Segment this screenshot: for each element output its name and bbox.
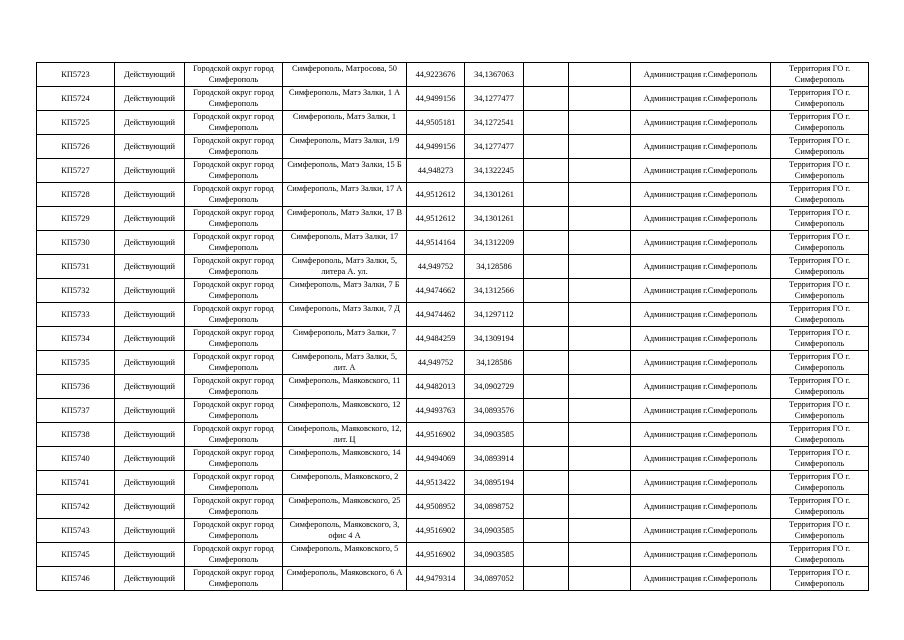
owner-cell: Администрация г.Симферополь — [631, 231, 771, 255]
district-cell: Городской округ город Симферополь — [185, 279, 283, 303]
longitude-cell: 34,1312566 — [465, 279, 524, 303]
status-cell: Действующий — [115, 471, 185, 495]
id-cell: КП5737 — [37, 399, 115, 423]
address-cell: Симферополь, Маяковского, 12 — [283, 399, 407, 423]
empty-cell-b — [569, 471, 631, 495]
empty-cell-a — [524, 567, 569, 591]
latitude-cell: 44,9514164 — [407, 231, 465, 255]
territory-cell: Территория ГО г. Симферополь — [771, 63, 869, 87]
status-cell: Действующий — [115, 231, 185, 255]
owner-cell: Администрация г.Симферополь — [631, 255, 771, 279]
latitude-cell: 44,9479314 — [407, 567, 465, 591]
address-cell: Симферополь, Маяковского, 25 — [283, 495, 407, 519]
latitude-cell: 44,9513422 — [407, 471, 465, 495]
empty-cell-a — [524, 255, 569, 279]
id-cell: КП5736 — [37, 375, 115, 399]
longitude-cell: 34,0903585 — [465, 543, 524, 567]
longitude-cell: 34,128586 — [465, 351, 524, 375]
owner-cell: Администрация г.Симферополь — [631, 63, 771, 87]
status-cell: Действующий — [115, 327, 185, 351]
district-cell: Городской округ город Симферополь — [185, 351, 283, 375]
owner-cell: Администрация г.Симферополь — [631, 207, 771, 231]
empty-cell-b — [569, 111, 631, 135]
id-cell: КП5726 — [37, 135, 115, 159]
address-cell: Симферополь, Матэ Залки, 1 — [283, 111, 407, 135]
registry-table — [36, 62, 869, 591]
latitude-cell: 44,9512612 — [407, 207, 465, 231]
table-row — [37, 303, 869, 327]
district-cell: Городской округ город Симферополь — [185, 183, 283, 207]
address-cell: Симферополь, Матэ Залки, 1 А — [283, 87, 407, 111]
status-cell: Действующий — [115, 567, 185, 591]
latitude-cell: 44,9474662 — [407, 279, 465, 303]
table-row — [37, 279, 869, 303]
territory-cell: Территория ГО г. Симферополь — [771, 471, 869, 495]
empty-cell-a — [524, 495, 569, 519]
longitude-cell: 34,0898752 — [465, 495, 524, 519]
empty-cell-b — [569, 327, 631, 351]
status-cell: Действующий — [115, 207, 185, 231]
id-cell: КП5746 — [37, 567, 115, 591]
id-cell: КП5727 — [37, 159, 115, 183]
id-cell: КП5731 — [37, 255, 115, 279]
address-cell: Симферополь, Матэ Залки, 17 В — [283, 207, 407, 231]
empty-cell-a — [524, 87, 569, 111]
id-cell: КП5741 — [37, 471, 115, 495]
table-row — [37, 135, 869, 159]
status-cell: Действующий — [115, 543, 185, 567]
id-cell: КП5729 — [37, 207, 115, 231]
table-row — [37, 351, 869, 375]
territory-cell: Территория ГО г. Симферополь — [771, 399, 869, 423]
table-row — [37, 543, 869, 567]
longitude-cell: 34,1322245 — [465, 159, 524, 183]
table-row — [37, 207, 869, 231]
id-cell: КП5732 — [37, 279, 115, 303]
empty-cell-b — [569, 519, 631, 543]
address-cell: Симферополь, Маяковского, 3, офис 4 А — [283, 519, 407, 543]
longitude-cell: 34,0903585 — [465, 519, 524, 543]
longitude-cell: 34,1312209 — [465, 231, 524, 255]
longitude-cell: 34,128586 — [465, 255, 524, 279]
empty-cell-a — [524, 279, 569, 303]
status-cell: Действующий — [115, 375, 185, 399]
empty-cell-b — [569, 567, 631, 591]
territory-cell: Территория ГО г. Симферополь — [771, 423, 869, 447]
address-cell: Симферополь, Маяковского, 2 — [283, 471, 407, 495]
status-cell: Действующий — [115, 135, 185, 159]
latitude-cell: 44,9508952 — [407, 495, 465, 519]
district-cell: Городской округ город Симферополь — [185, 447, 283, 471]
district-cell: Городской округ город Симферополь — [185, 255, 283, 279]
owner-cell: Администрация г.Симферополь — [631, 183, 771, 207]
empty-cell-b — [569, 183, 631, 207]
empty-cell-b — [569, 87, 631, 111]
owner-cell: Администрация г.Симферополь — [631, 159, 771, 183]
longitude-cell: 34,1367063 — [465, 63, 524, 87]
empty-cell-b — [569, 303, 631, 327]
district-cell: Городской округ город Симферополь — [185, 327, 283, 351]
latitude-cell: 44,948273 — [407, 159, 465, 183]
status-cell: Действующий — [115, 279, 185, 303]
owner-cell: Администрация г.Симферополь — [631, 279, 771, 303]
status-cell: Действующий — [115, 303, 185, 327]
owner-cell: Администрация г.Симферополь — [631, 87, 771, 111]
longitude-cell: 34,0895194 — [465, 471, 524, 495]
district-cell: Городской округ город Симферополь — [185, 159, 283, 183]
territory-cell: Территория ГО г. Симферополь — [771, 183, 869, 207]
district-cell: Городской округ город Симферополь — [185, 111, 283, 135]
empty-cell-a — [524, 351, 569, 375]
address-cell: Симферополь, Матэ Залки, 15 Б — [283, 159, 407, 183]
table-row — [37, 231, 869, 255]
registry-table-body — [37, 63, 869, 591]
address-cell: Симферополь, Маяковского, 5 — [283, 543, 407, 567]
address-cell: Симферополь, Матэ Залки, 17 — [283, 231, 407, 255]
status-cell: Действующий — [115, 351, 185, 375]
table-row — [37, 471, 869, 495]
territory-cell: Территория ГО г. Симферополь — [771, 231, 869, 255]
owner-cell: Администрация г.Симферополь — [631, 519, 771, 543]
empty-cell-b — [569, 543, 631, 567]
territory-cell: Территория ГО г. Симферополь — [771, 495, 869, 519]
status-cell: Действующий — [115, 399, 185, 423]
territory-cell: Территория ГО г. Симферополь — [771, 327, 869, 351]
empty-cell-b — [569, 63, 631, 87]
longitude-cell: 34,1301261 — [465, 207, 524, 231]
address-cell: Симферополь, Матэ Залки, 1/9 — [283, 135, 407, 159]
longitude-cell: 34,0897052 — [465, 567, 524, 591]
territory-cell: Территория ГО г. Симферополь — [771, 135, 869, 159]
longitude-cell: 34,1277477 — [465, 135, 524, 159]
latitude-cell: 44,9516902 — [407, 519, 465, 543]
empty-cell-b — [569, 135, 631, 159]
district-cell: Городской округ город Симферополь — [185, 375, 283, 399]
status-cell: Действующий — [115, 111, 185, 135]
latitude-cell: 44,9223676 — [407, 63, 465, 87]
address-cell: Симферополь, Матэ Залки, 17 А — [283, 183, 407, 207]
table-row — [37, 519, 869, 543]
owner-cell: Администрация г.Симферополь — [631, 375, 771, 399]
territory-cell: Территория ГО г. Симферополь — [771, 519, 869, 543]
empty-cell-a — [524, 231, 569, 255]
empty-cell-a — [524, 159, 569, 183]
empty-cell-b — [569, 375, 631, 399]
territory-cell: Территория ГО г. Симферополь — [771, 375, 869, 399]
id-cell: КП5738 — [37, 423, 115, 447]
latitude-cell: 44,9512612 — [407, 183, 465, 207]
empty-cell-b — [569, 255, 631, 279]
district-cell: Городской округ город Симферополь — [185, 519, 283, 543]
empty-cell-a — [524, 135, 569, 159]
territory-cell: Территория ГО г. Симферополь — [771, 111, 869, 135]
empty-cell-a — [524, 63, 569, 87]
id-cell: КП5745 — [37, 543, 115, 567]
empty-cell-b — [569, 399, 631, 423]
territory-cell: Территория ГО г. Симферополь — [771, 543, 869, 567]
territory-cell: Территория ГО г. Симферополь — [771, 159, 869, 183]
empty-cell-b — [569, 159, 631, 183]
territory-cell: Территория ГО г. Симферополь — [771, 207, 869, 231]
owner-cell: Администрация г.Симферополь — [631, 111, 771, 135]
latitude-cell: 44,9494069 — [407, 447, 465, 471]
empty-cell-b — [569, 495, 631, 519]
empty-cell-b — [569, 231, 631, 255]
empty-cell-a — [524, 183, 569, 207]
longitude-cell: 34,1301261 — [465, 183, 524, 207]
owner-cell: Администрация г.Симферополь — [631, 471, 771, 495]
status-cell: Действующий — [115, 423, 185, 447]
longitude-cell: 34,0902729 — [465, 375, 524, 399]
address-cell: Симферополь, Матросова, 50 — [283, 63, 407, 87]
latitude-cell: 44,9482013 — [407, 375, 465, 399]
territory-cell: Территория ГО г. Симферополь — [771, 351, 869, 375]
longitude-cell: 34,0893576 — [465, 399, 524, 423]
status-cell: Действующий — [115, 447, 185, 471]
empty-cell-a — [524, 207, 569, 231]
table-row — [37, 183, 869, 207]
owner-cell: Администрация г.Симферополь — [631, 399, 771, 423]
longitude-cell: 34,1309194 — [465, 327, 524, 351]
territory-cell: Территория ГО г. Симферополь — [771, 279, 869, 303]
latitude-cell: 44,9516902 — [407, 423, 465, 447]
id-cell: КП5734 — [37, 327, 115, 351]
id-cell: КП5743 — [37, 519, 115, 543]
id-cell: КП5724 — [37, 87, 115, 111]
latitude-cell: 44,9499156 — [407, 135, 465, 159]
longitude-cell: 34,1277477 — [465, 87, 524, 111]
owner-cell: Администрация г.Симферополь — [631, 351, 771, 375]
latitude-cell: 44,9484259 — [407, 327, 465, 351]
territory-cell: Территория ГО г. Симферополь — [771, 567, 869, 591]
address-cell: Симферополь, Маяковского, 6 А — [283, 567, 407, 591]
district-cell: Городской округ город Симферополь — [185, 63, 283, 87]
owner-cell: Администрация г.Симферополь — [631, 495, 771, 519]
id-cell: КП5723 — [37, 63, 115, 87]
empty-cell-a — [524, 519, 569, 543]
table-row — [37, 255, 869, 279]
district-cell: Городской округ город Симферополь — [185, 543, 283, 567]
table-row — [37, 567, 869, 591]
owner-cell: Администрация г.Симферополь — [631, 567, 771, 591]
district-cell: Городской округ город Симферополь — [185, 207, 283, 231]
table-row — [37, 63, 869, 87]
status-cell: Действующий — [115, 87, 185, 111]
longitude-cell: 34,1297112 — [465, 303, 524, 327]
table-row — [37, 375, 869, 399]
address-cell: Симферополь, Матэ Залки, 7 Д — [283, 303, 407, 327]
empty-cell-a — [524, 375, 569, 399]
longitude-cell: 34,1272541 — [465, 111, 524, 135]
empty-cell-a — [524, 399, 569, 423]
latitude-cell: 44,9493763 — [407, 399, 465, 423]
id-cell: КП5740 — [37, 447, 115, 471]
district-cell: Городской округ город Симферополь — [185, 423, 283, 447]
id-cell: КП5728 — [37, 183, 115, 207]
territory-cell: Территория ГО г. Симферополь — [771, 303, 869, 327]
address-cell: Симферополь, Маяковского, 11 — [283, 375, 407, 399]
empty-cell-a — [524, 447, 569, 471]
latitude-cell: 44,949752 — [407, 351, 465, 375]
id-cell: КП5735 — [37, 351, 115, 375]
district-cell: Городской округ город Симферополь — [185, 471, 283, 495]
address-cell: Симферополь, Матэ Залки, 5, литера А. ул. — [283, 255, 407, 279]
id-cell: КП5733 — [37, 303, 115, 327]
owner-cell: Администрация г.Симферополь — [631, 423, 771, 447]
id-cell: КП5725 — [37, 111, 115, 135]
latitude-cell: 44,9505181 — [407, 111, 465, 135]
empty-cell-b — [569, 351, 631, 375]
empty-cell-b — [569, 279, 631, 303]
latitude-cell: 44,9516902 — [407, 543, 465, 567]
empty-cell-b — [569, 447, 631, 471]
table-row — [37, 327, 869, 351]
district-cell: Городской округ город Симферополь — [185, 399, 283, 423]
empty-cell-a — [524, 471, 569, 495]
table-row — [37, 447, 869, 471]
empty-cell-b — [569, 423, 631, 447]
table-row — [37, 423, 869, 447]
district-cell: Городской округ город Симферополь — [185, 231, 283, 255]
district-cell: Городской округ город Симферополь — [185, 567, 283, 591]
territory-cell: Территория ГО г. Симферополь — [771, 255, 869, 279]
owner-cell: Администрация г.Симферополь — [631, 135, 771, 159]
empty-cell-a — [524, 303, 569, 327]
district-cell: Городской округ город Симферополь — [185, 303, 283, 327]
address-cell: Симферополь, Матэ Залки, 7 — [283, 327, 407, 351]
empty-cell-a — [524, 543, 569, 567]
id-cell: КП5742 — [37, 495, 115, 519]
owner-cell: Администрация г.Симферополь — [631, 327, 771, 351]
address-cell: Симферополь, Маяковского, 12, лит. Ц — [283, 423, 407, 447]
district-cell: Городской округ город Симферополь — [185, 495, 283, 519]
district-cell: Городской округ город Симферополь — [185, 87, 283, 111]
status-cell: Действующий — [115, 183, 185, 207]
status-cell: Действующий — [115, 255, 185, 279]
table-row — [37, 111, 869, 135]
table-row — [37, 495, 869, 519]
id-cell: КП5730 — [37, 231, 115, 255]
address-cell: Симферополь, Матэ Залки, 5, лит. А — [283, 351, 407, 375]
owner-cell: Администрация г.Симферополь — [631, 543, 771, 567]
district-cell: Городской округ город Симферополь — [185, 135, 283, 159]
status-cell: Действующий — [115, 495, 185, 519]
empty-cell-a — [524, 423, 569, 447]
table-row — [37, 399, 869, 423]
empty-cell-b — [569, 207, 631, 231]
owner-cell: Администрация г.Симферополь — [631, 303, 771, 327]
owner-cell: Администрация г.Симферополь — [631, 447, 771, 471]
address-cell: Симферополь, Матэ Залки, 7 Б — [283, 279, 407, 303]
empty-cell-a — [524, 111, 569, 135]
latitude-cell: 44,949752 — [407, 255, 465, 279]
status-cell: Действующий — [115, 159, 185, 183]
status-cell: Действующий — [115, 63, 185, 87]
table-row — [37, 159, 869, 183]
longitude-cell: 34,0893914 — [465, 447, 524, 471]
status-cell: Действующий — [115, 519, 185, 543]
territory-cell: Территория ГО г. Симферополь — [771, 447, 869, 471]
territory-cell: Территория ГО г. Симферополь — [771, 87, 869, 111]
table-row — [37, 87, 869, 111]
empty-cell-a — [524, 327, 569, 351]
latitude-cell: 44,9499156 — [407, 87, 465, 111]
longitude-cell: 34,0903585 — [465, 423, 524, 447]
latitude-cell: 44,9474462 — [407, 303, 465, 327]
address-cell: Симферополь, Маяковского, 14 — [283, 447, 407, 471]
